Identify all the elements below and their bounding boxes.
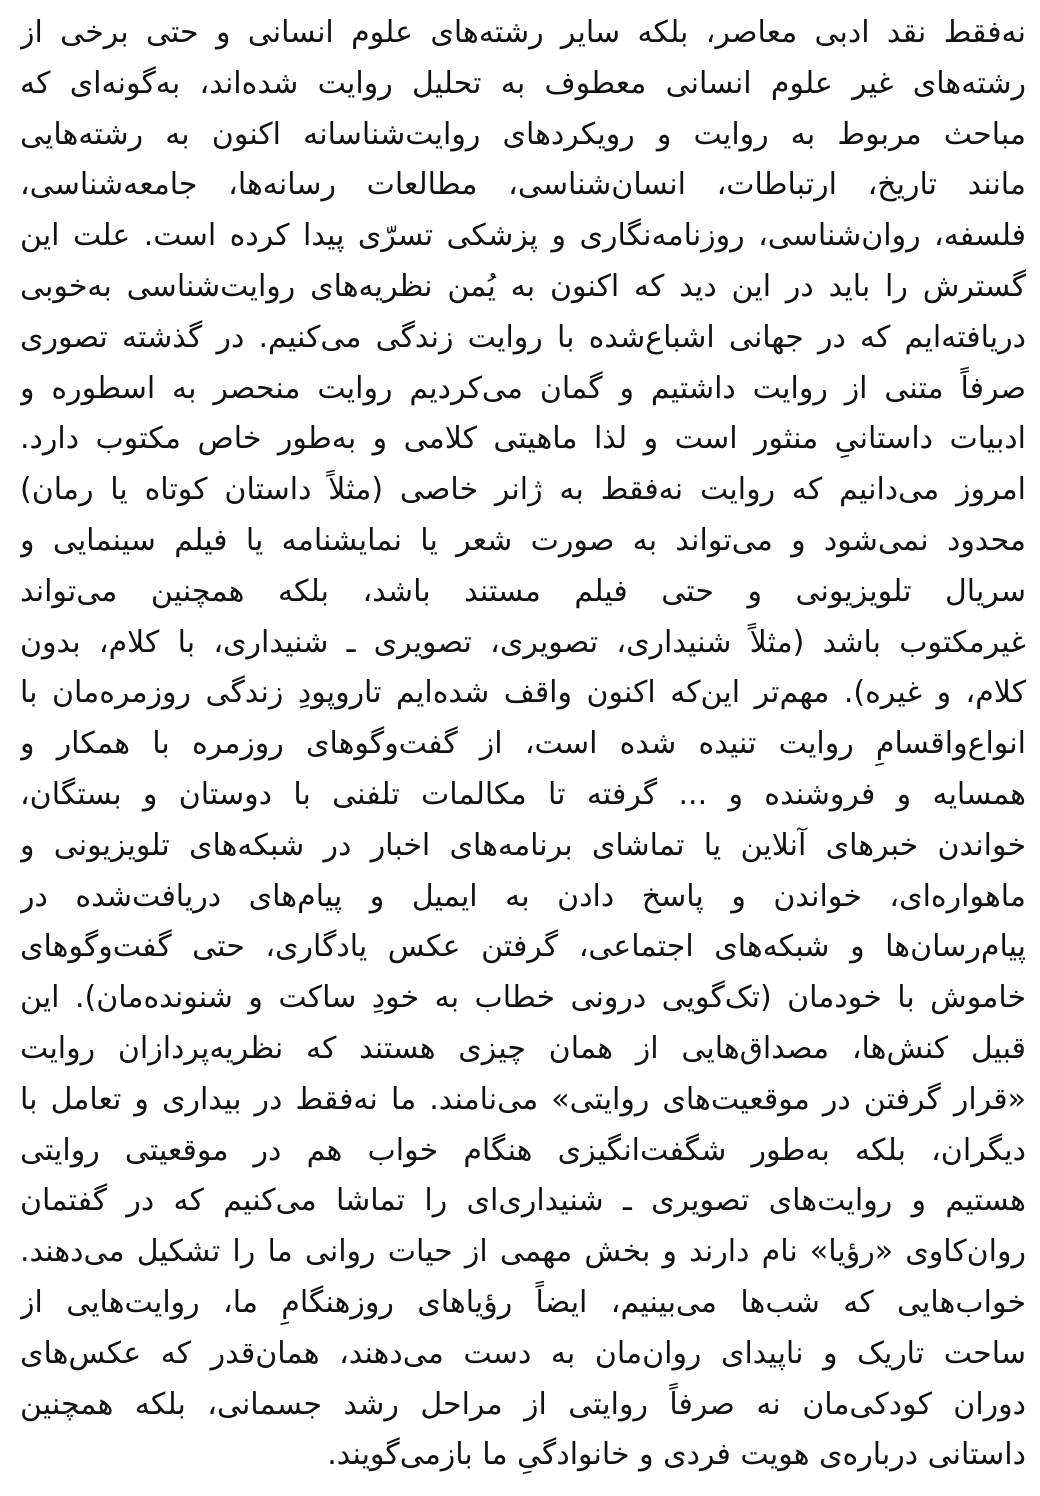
text-line: گسترش را باید در این دید که اکنون به یُمن نظریه‌های روایت‌شناسی به‌خوبی [20,268,1026,304]
text-line: پیام‌رسان‌ها و شبکه‌های اجتماعی، گرفتن عکس یادگاری، حتی گفت‌وگوهای [20,929,1026,965]
text-line: امروز می‌دانیم که روایت نه‌فقط به ژانر خاصی (مثلاً داستان کوتاه یا رمان) [20,472,1026,508]
text-line: قبیل کنش‌ها، مصداق‌هایی از همان چیزی هستند که نظریه‌پردازان روایت [20,1030,1026,1066]
text-line: ادبیات داستانیِ منثور است و لذا ماهیتی کلامی و به‌طور خاص مکتوب دارد. [20,421,1026,457]
text-line: دوران کودکی‌مان نه صرفاً روایتی از مراحل رشد جسمانی، بلکه همچنین [20,1386,1026,1422]
text-line: خاموش با خودمان (تک‌گویی درونی خطاب به خودِ ساکت و شنونده‌مان). این [20,980,1026,1016]
text-line: محدود نمی‌شود و می‌تواند به صورت شعر یا نمایشنامه یا فیلم سینمایی و [20,522,1026,558]
text-line-last: داستانی درباره‌ی هویت فردی و خانوادگیِ ما بازمی‌گویند. [327,1437,1026,1473]
text-line: ماهواره‌ای، خواندن و پاسخ دادن به ایمیل و پیام‌های دریافت‌شده در [20,878,1026,914]
text-line: مانند تاریخ، ارتباطات، انسان‌شناسی، مطالعات رسانه‌ها، جامعه‌شناسی، [20,167,1026,203]
text-line: دیگران، بلکه به‌طور شگفت‌انگیزی هنگام خواب هم در موقعیتی روایتی [20,1132,1026,1168]
text-line: مباحث مربوط به روایت و رویکردهای روایت‌شناسانه اکنون به رشته‌هایی [20,116,1026,152]
text-line: سریال تلویزیونی و حتی فیلم مستند باشد، بلکه همچنین می‌تواند [20,573,1026,609]
text-line: خواب‌هایی که شب‌ها می‌بینیم، ایضاً رؤیاهای روزهنگامِ ما، روایت‌هایی از [20,1284,1026,1320]
text-line: کلام، و غیره). مهم‌تر این‌که اکنون واقف شده‌ایم تاروپودِ زندگی روزمره‌مان با [20,675,1026,711]
text-line: نه‌فقط نقد ادبی معاصر، بلکه سایر رشته‌های علوم انسانی و حتی برخی از [20,15,1026,50]
text-line: خواندن خبرهای آنلاین یا تماشای برنامه‌های اخبار در شبکه‌های تلویزیونی و [20,827,1026,863]
text-line: «قرار گرفتن در موقعیت‌های روایتی» می‌نامند. ما نه‌فقط در بیداری و تعامل با [20,1081,1026,1117]
text-line: فلسفه، روان‌شناسی، روزنامه‌نگاری و پزشکی تسرّی پیدا کرده است. علت این [20,218,1026,254]
text-line: غیرمکتوب باشد (مثلاً شنیداری، تصویری، تصویری ـ شنیداری، با کلام، بدون [20,624,1026,660]
text-line: ساحت تاریک و ناپیدای روان‌مان به دست می‌دهند، همان‌قدر که عکس‌های [20,1335,1026,1371]
text-line: هستیم و روایت‌های تصویری ـ شنیداری‌ای را تماشا می‌کنیم که در گفتمان [20,1183,1026,1219]
paragraph [20,8,1026,1481]
text-line: انواع‌واقسامِ روایت تنیده شده است، از گفت‌وگوهای روزمره با همکار و [20,726,1026,762]
text-line: صرفاً متنی از روایت داشتیم و گمان می‌کردیم روایت منحصر به اسطوره و [20,370,1026,406]
text-line: روان‌کاوی «رؤیا» نام دارند و بخش مهمی از حیات روانی ما را تشکیل می‌دهند. [20,1234,1026,1270]
text-line: دریافته‌ایم که در جهانی اشباع‌شده با روایت زندگی می‌کنیم. در گذشته تصوری [20,319,1026,355]
text-line: رشته‌های غیر علوم انسانی معطوف به تحلیل روایت شده‌اند، به‌گونه‌ای که [20,65,1026,101]
text-line: همسایه و فروشنده و ... گرفته تا مکالمات تلفنی با دوستان و بستگان، [20,776,1026,812]
